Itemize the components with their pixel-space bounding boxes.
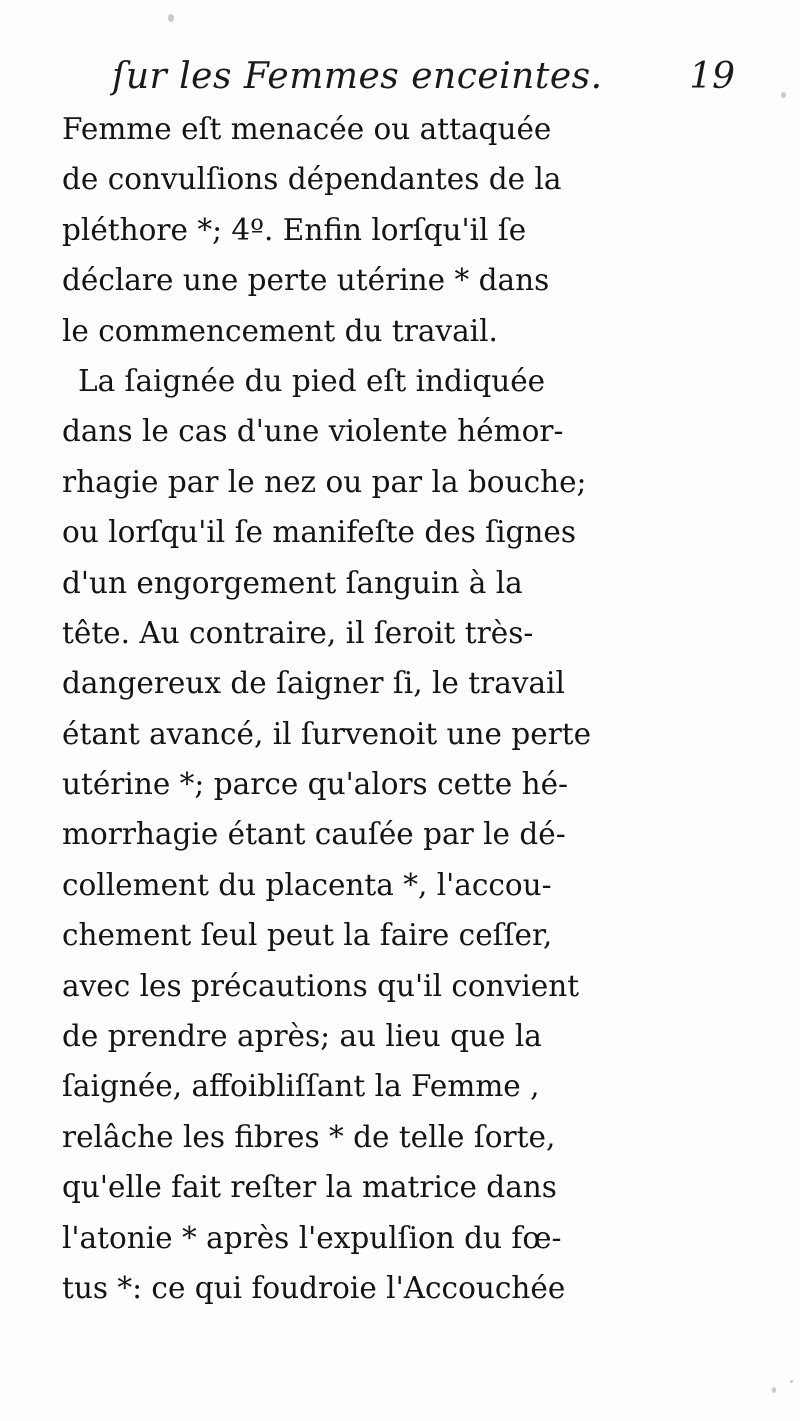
text-line: pléthore *; 4º. Enfin lorſqu'il ſe	[62, 212, 527, 247]
text-line: Femme eſt menacée ou attaquée	[62, 112, 552, 146]
text-line: dangereux de ſaigner ſi, le travail	[62, 666, 565, 701]
text-line: de prendre après; au lieu que la	[62, 1019, 542, 1054]
text-line: utérine *; parce qu'alors cette hé-	[62, 767, 569, 802]
text-line: d'un engorgement ſanguin à la	[62, 565, 523, 600]
text-line: relâche les fibres * de telle ſorte,	[62, 1119, 556, 1154]
text-line: dans le cas d'une violente hémor-	[62, 414, 564, 449]
text-line: rhagie par le nez ou par la bouche;	[62, 464, 587, 499]
text-line: qu'elle fait reſter la matrice dans	[62, 1170, 557, 1205]
text-line: collement du placenta *, l'accou-	[62, 867, 552, 902]
running-header	[112, 56, 737, 106]
text-line: l'atonie * après l'expulſion du fœ-	[62, 1220, 562, 1255]
text-line: La ſaignée du pied eſt indiquée	[78, 363, 546, 398]
text-line: le commencement du travail.	[62, 313, 498, 348]
text-line: avec les précautions qu'il convient	[62, 968, 580, 1003]
paper-speck	[790, 1380, 793, 1383]
paper-speck	[168, 14, 174, 22]
text-line: déclare une perte utérine * dans	[62, 263, 550, 298]
text-line: ſaignée, affoibliſſant la Femme ,	[62, 1069, 540, 1104]
text-line: morrhagie étant cauſée par le dé-	[62, 817, 566, 852]
text-line: chement ſeul peut la faire ceſſer,	[62, 918, 553, 953]
body-text	[62, 104, 742, 1313]
text-line: tus *: ce qui foudroie l'Accouchée	[62, 1270, 566, 1305]
text-line: ou lorſqu'il ſe manifeſte des ſignes	[62, 515, 577, 550]
paper-speck	[781, 92, 786, 98]
page-number: 19	[689, 56, 735, 97]
text-line: étant avancé, il ſurvenoit une perte	[62, 716, 592, 751]
text-line: tête. Au contraire, il ſeroit très-	[62, 615, 534, 650]
running-title: ſur les Femmes enceintes.	[112, 56, 603, 97]
text-line: de convulſions dépendantes de la	[62, 162, 562, 197]
paper-speck	[772, 1387, 776, 1393]
